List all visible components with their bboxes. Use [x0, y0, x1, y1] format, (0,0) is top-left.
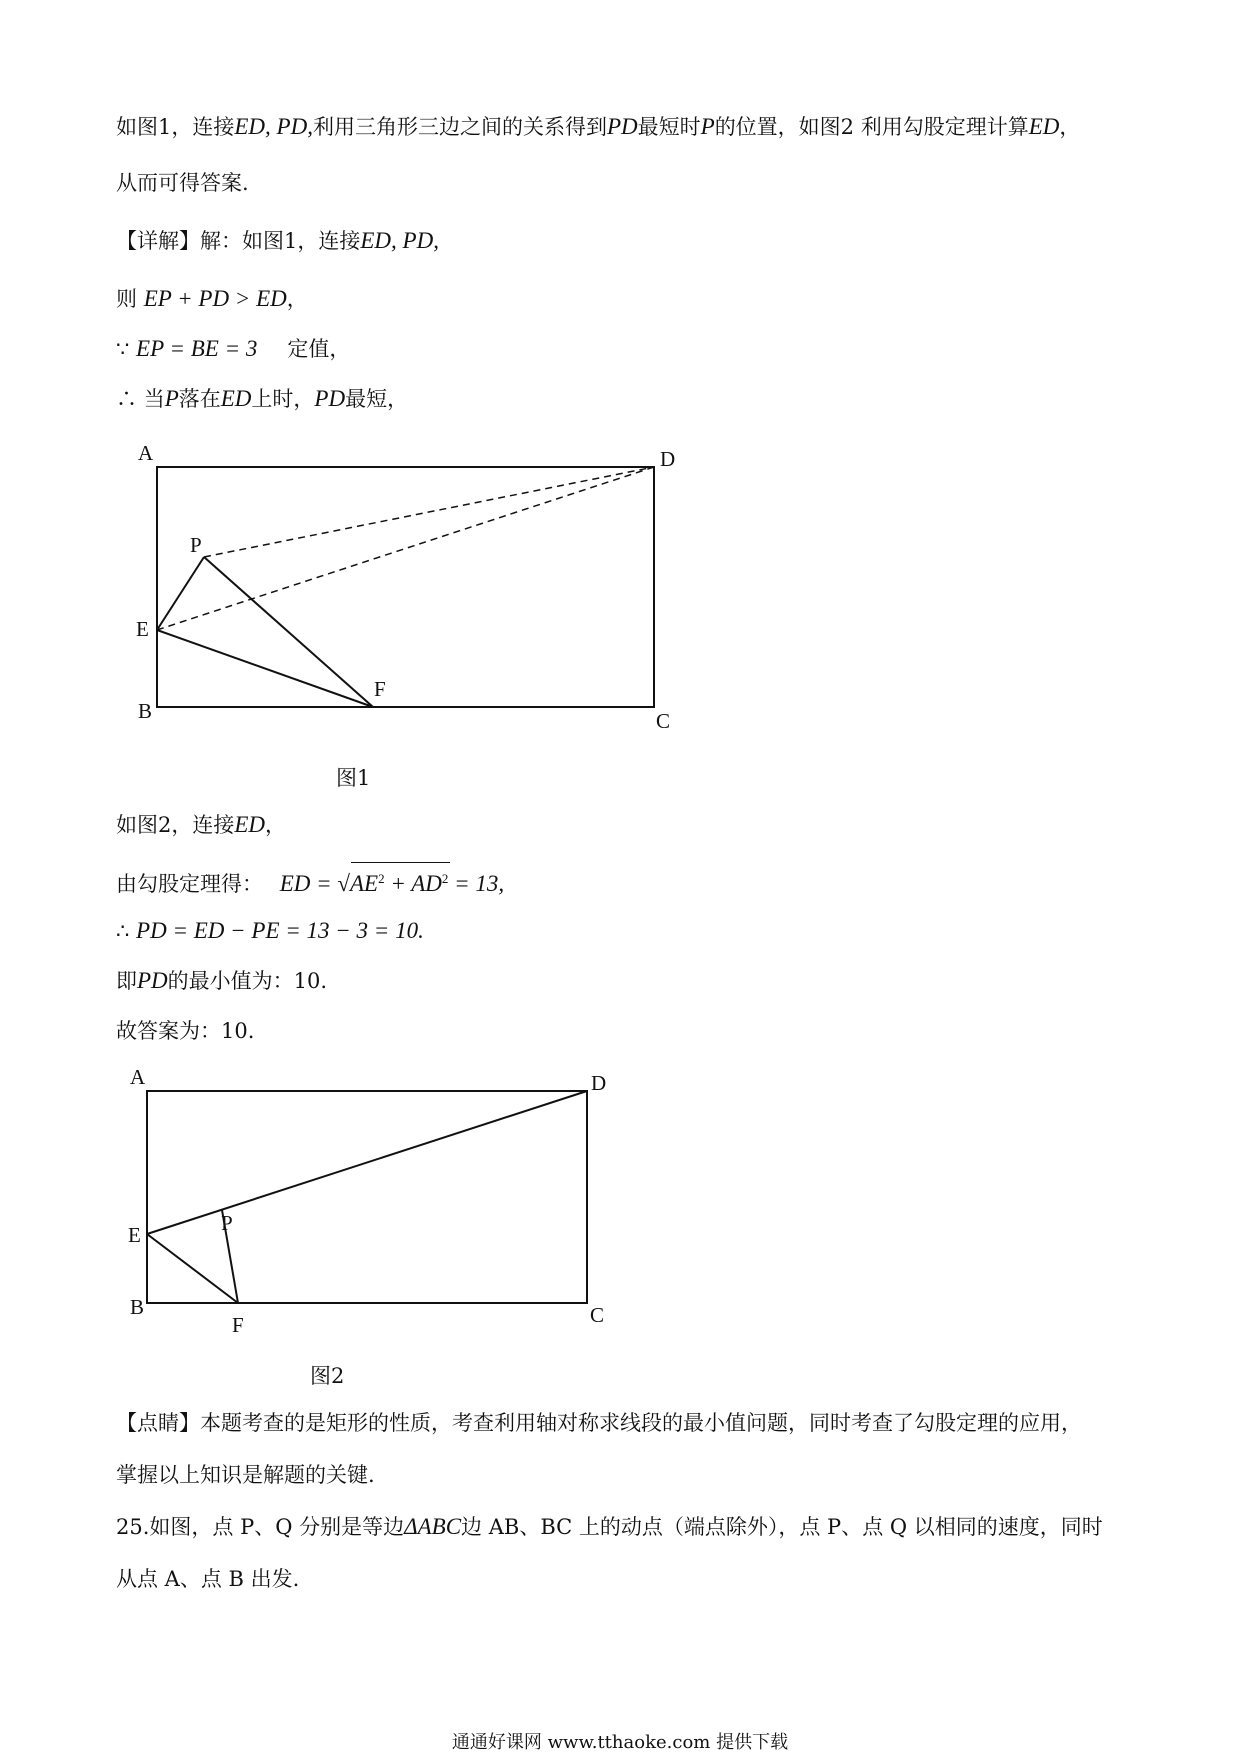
fig1-segment-ef — [157, 630, 373, 707]
text-line-11: 故答案为：10. — [116, 1019, 255, 1043]
text-line-6: ∴ 当P落在ED上时，PD最短， — [116, 386, 409, 411]
fig2-rectangle — [147, 1091, 587, 1303]
figure-1-caption: 图1 — [336, 766, 371, 790]
fig2-label-p: P — [221, 1211, 233, 1235]
text-line-15: 从点 A、点 B 出发. — [116, 1567, 300, 1591]
fig1-segment-ep — [157, 557, 204, 630]
fig1-label-f: F — [374, 677, 386, 701]
fig2-segment-ed — [147, 1091, 587, 1234]
page-footer: 通通好课网 www.tthaoke.com 提供下载 — [451, 1732, 789, 1753]
figure-2 — [0, 1050, 1240, 1350]
figure-2-caption: 图2 — [310, 1364, 345, 1388]
fig1-segment-pf — [204, 557, 373, 707]
fig1-dashed-ed — [157, 467, 654, 630]
square-root: √ $AE^2 + AD^2$ — [337, 864, 448, 899]
text-line-4: 则 EP + PD > ED， — [116, 286, 308, 311]
text-line-10: 即PD的最小值为：10. — [116, 968, 328, 993]
text-line-1: 如图1，连接ED, PD,利用三角形三边之间的关系得到PD最短时P的位置，如图2 利用勾股定理计算ED， — [116, 114, 1081, 139]
figure-1 — [0, 0, 1240, 800]
fig2-label-b: B — [130, 1295, 145, 1319]
text-line-2: 从而可得答案. — [116, 171, 249, 195]
fig1-label-p: P — [190, 533, 202, 557]
text-line-8: 由勾股定理得： ED = √ $AE^2 + AD^2 = 13$, — [116, 864, 504, 899]
fig1-label-d: D — [660, 447, 676, 471]
fig2-segment-ef — [147, 1234, 238, 1303]
text-line-7: 如图2，连接ED， — [116, 812, 287, 837]
fig1-label-c: C — [656, 709, 671, 733]
text-line-14: 25.如图，点 P、Q 分别是等边ΔABC边 AB、BC 上的动点（端点除外），点 P、点 Q 以相同的速度，同时 — [116, 1514, 1103, 1539]
fig2-label-e: E — [128, 1223, 141, 1247]
fig2-label-c: C — [590, 1303, 605, 1327]
fig1-label-b: B — [138, 699, 153, 723]
fig1-dashed-pd — [204, 467, 654, 557]
fig2-label-a: A — [130, 1065, 146, 1089]
text-line-5: ∵ EP = BE = 3 定值， — [116, 336, 351, 361]
fig1-rectangle — [157, 467, 654, 707]
text-line-12: 【点睛】本题考查的是矩形的性质，考查利用轴对称求线段的最小值问题，同时考查了勾股定理的应用， — [116, 1411, 1082, 1435]
fig1-label-a: A — [138, 441, 154, 465]
fig2-label-f: F — [232, 1313, 244, 1337]
text-line-9: ∴ PD = ED − PE = 13 − 3 = 10. — [116, 918, 424, 943]
text-line-3: 【详解】解：如图1，连接ED, PD, — [116, 228, 439, 253]
text-line-13: 掌握以上知识是解题的关键. — [116, 1463, 375, 1487]
fig2-label-d: D — [591, 1071, 607, 1095]
fig1-label-e: E — [136, 617, 149, 641]
